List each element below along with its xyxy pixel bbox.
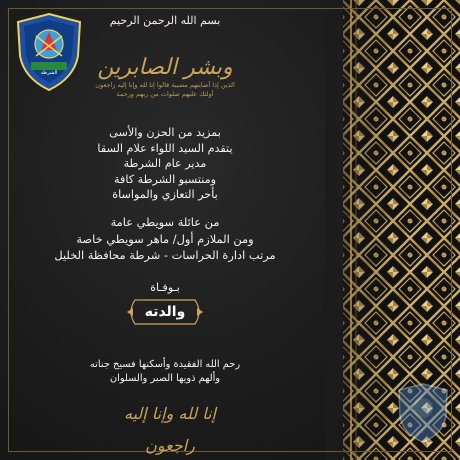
police-logo-text: الشرطة <box>40 70 58 76</box>
prayer-line: وألهم ذويها الصبر والسلوان <box>109 373 221 384</box>
announcement-block <box>20 125 310 203</box>
family-block <box>20 214 310 264</box>
deceased-badge <box>125 298 205 326</box>
verse-sub-text-2: أولئك عليهم صلوات من ربهم ورحمة <box>116 90 214 98</box>
card-content <box>20 0 310 460</box>
announcement-line: يتقدم السيد اللواء علام السقا <box>97 141 233 155</box>
police-watermark-icon <box>396 382 450 444</box>
family-line: ومن الملازم أول/ ماهر سويطي خاصة <box>76 231 254 246</box>
closing-calligraphy: إنا لله وإنا إليه راجعون <box>123 404 216 455</box>
prayer-block <box>20 358 310 386</box>
announcement-line: ومنتسبو الشرطة كافة <box>113 172 217 186</box>
verse-sub-text-1: الذين إذا أصابتهم مصيبة قالوا إنا لله وإنا إليه راجعون <box>95 81 235 89</box>
verse-main-text: وبشر الصابرين <box>97 55 233 80</box>
family-line: مرتب ادارة الحراسات - شرطة محافظة الخليل <box>54 248 276 262</box>
announcement-line: مدير عام الشرطة <box>123 157 207 170</box>
announcement-line: بأحر التعازي والمواساة <box>112 188 218 201</box>
quran-verse-calligraphy <box>90 55 240 117</box>
prayer-line: رحم الله الفقيدة وأسكنها فسيح جناته <box>89 359 241 370</box>
announcement-line: بمزيد من الحزن والأسى <box>109 126 221 139</box>
deceased-name: والدته <box>144 304 186 320</box>
family-line: من عائلة سويطي عامة <box>110 215 220 229</box>
basmala: بسم الله الرحمن الرحيم <box>109 14 221 27</box>
death-label: بـوفـاة <box>150 281 180 294</box>
